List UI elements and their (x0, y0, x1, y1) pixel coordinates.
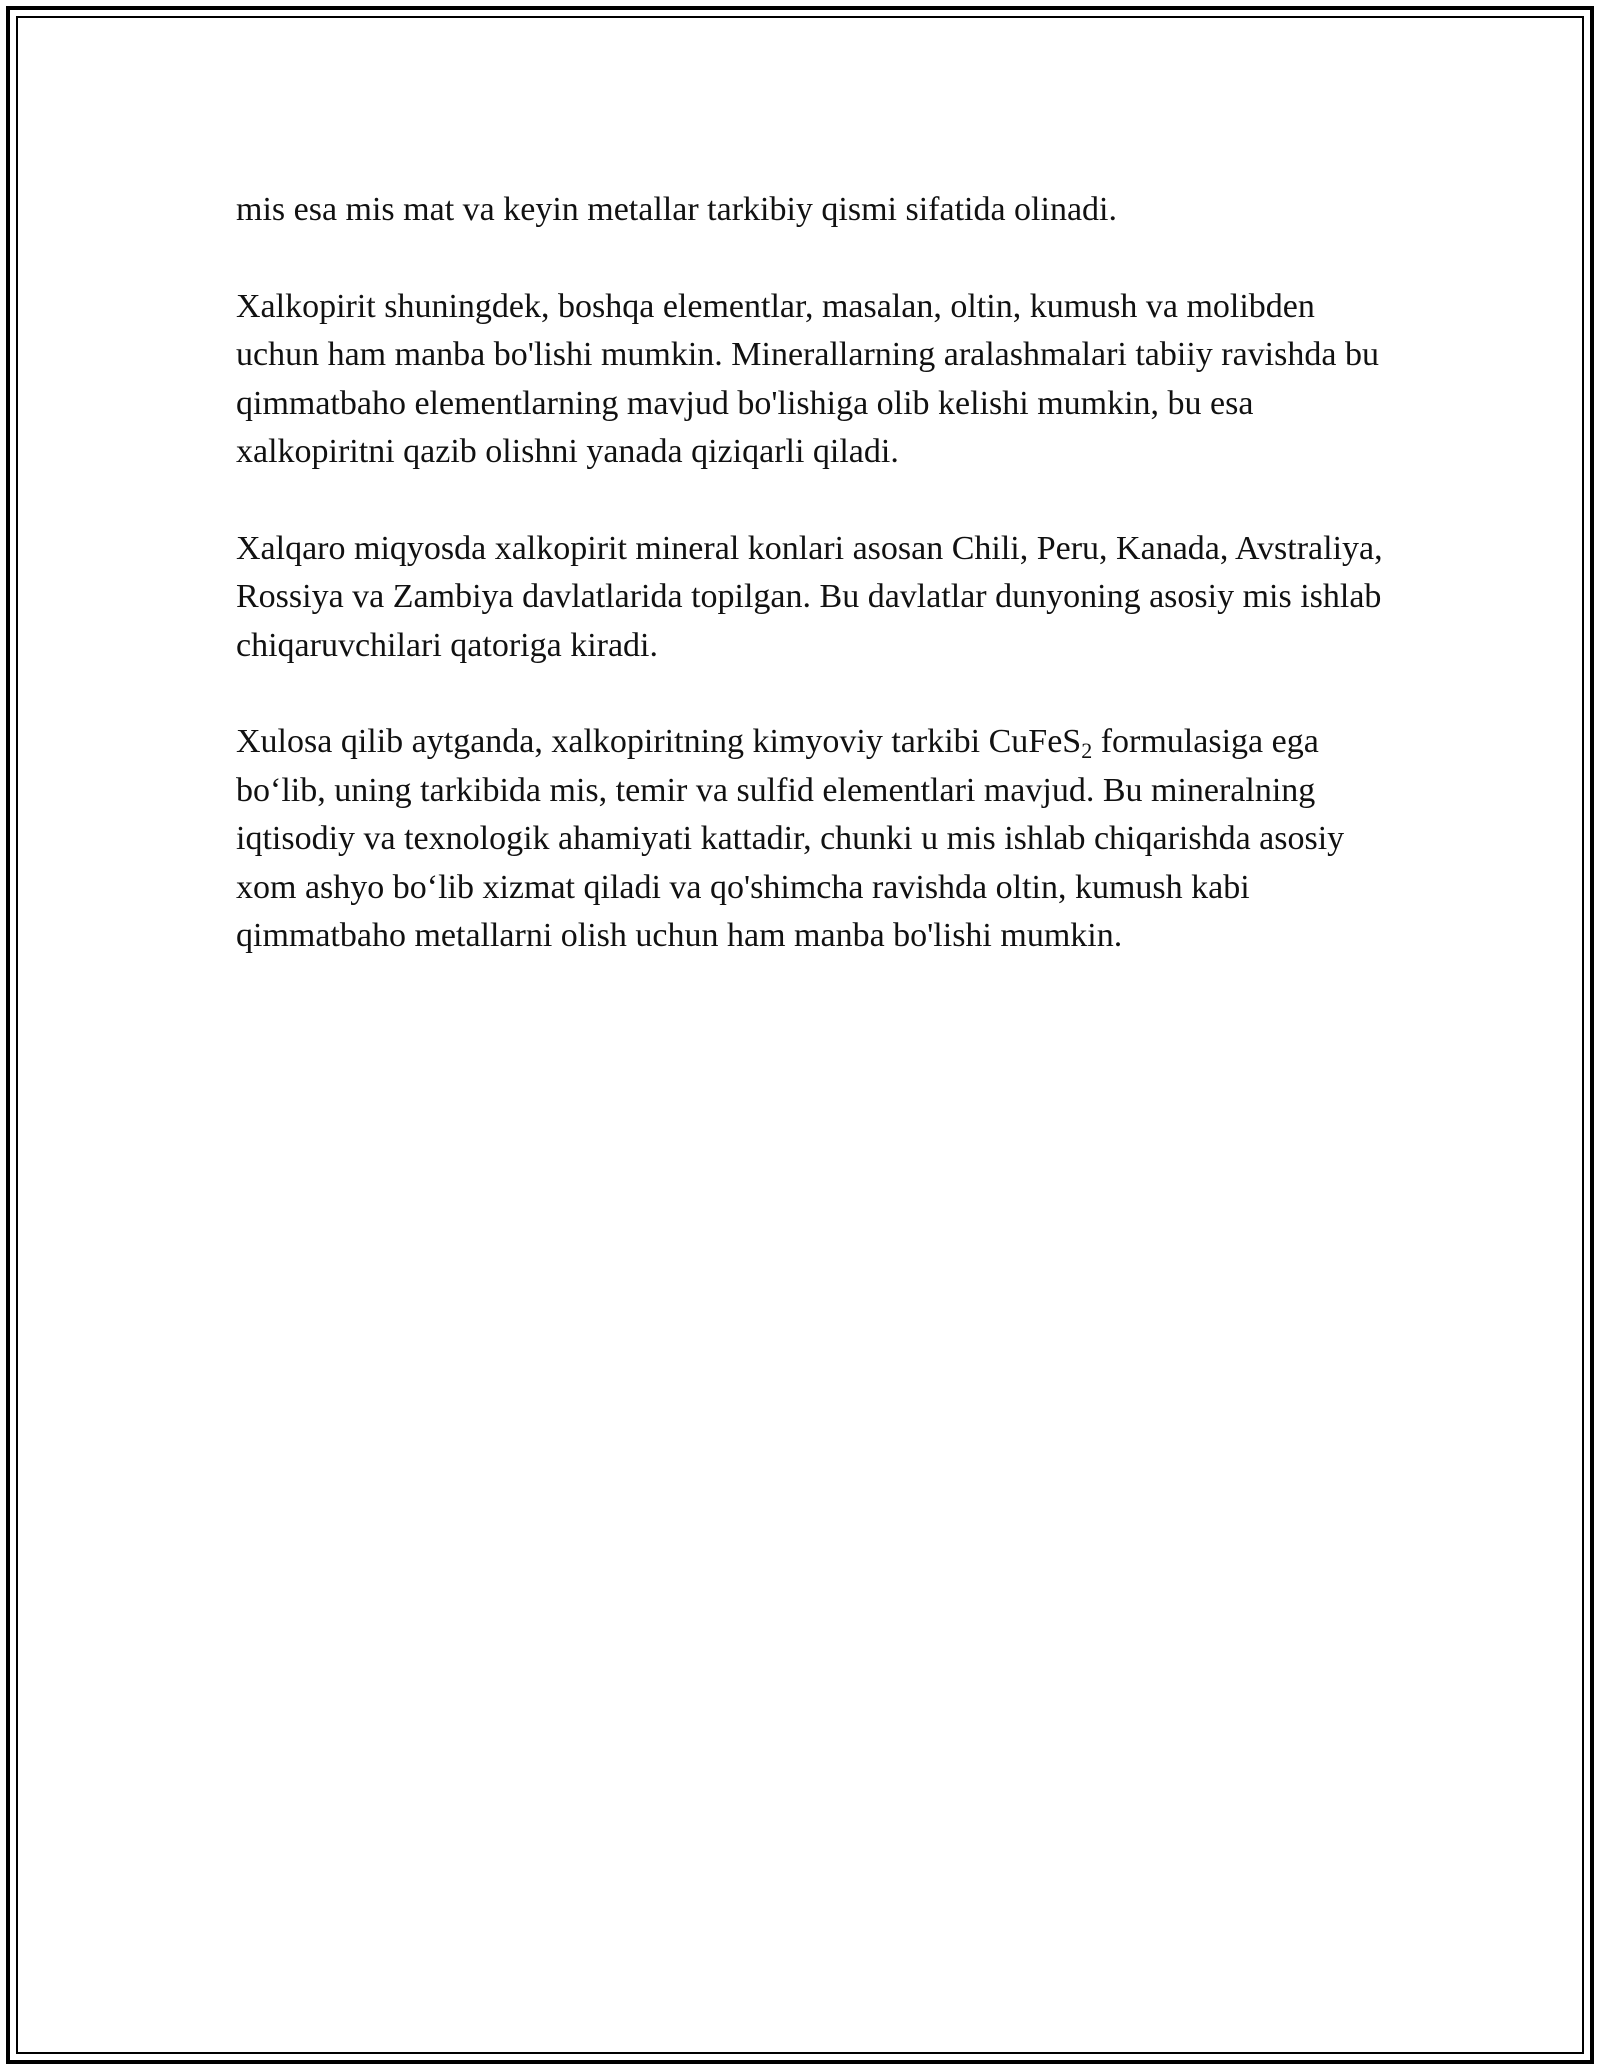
document-body (236, 186, 1386, 1009)
paragraph-2: Xalkopirit shuningdek, boshqa elementlar, masalan, oltin, kumush va molibden uchun ham manba bo'lishi mumkin. Minerallarning aralashmalari tabiiy ravishda bu qimmatbaho elementlarning mavjud bo'lishiga olib kelishi mumkin, bu esa xalkopiritni qazib olishni yanada qiziqarli qiladi. (236, 287, 1379, 470)
paragraph-1: mis esa mis mat va keyin metallar tarkibiy qismi sifatida olinadi. (236, 191, 1117, 228)
paragraph-4-text-before: Xulosa qilib aytganda, xalkopiritning kimyoviy tarkibi CuFeS (236, 723, 1082, 760)
paragraph-4-text-after: formulasiga ega bo‘lib, uning tarkibida mis, temir va sulfid elementlari mavjud. Bu mineralning iqtisodiy va texnologik ahamiyati kattadir, chunki u mis ishlab chiqarishda asosiy xom ashyo bo‘lib xizmat qiladi va qo'shimcha ravishda oltin, kumush kabi qimmatbaho metallarni olish uchun ham manba bo'lishi mumkin. (236, 723, 1345, 954)
paragraph-4 (236, 718, 1386, 961)
paragraph-3: Xalqaro miqyosda xalkopirit mineral konlari asosan Chili, Peru, Kanada, Avstraliya, Rossiya va Zambiya davlatlarida topilgan. Bu davlatlar dunyoning asosiy mis ishlab chiqaruvchilari qatoriga kiradi. (236, 529, 1383, 664)
formula-subscript: 2 (1081, 738, 1093, 763)
